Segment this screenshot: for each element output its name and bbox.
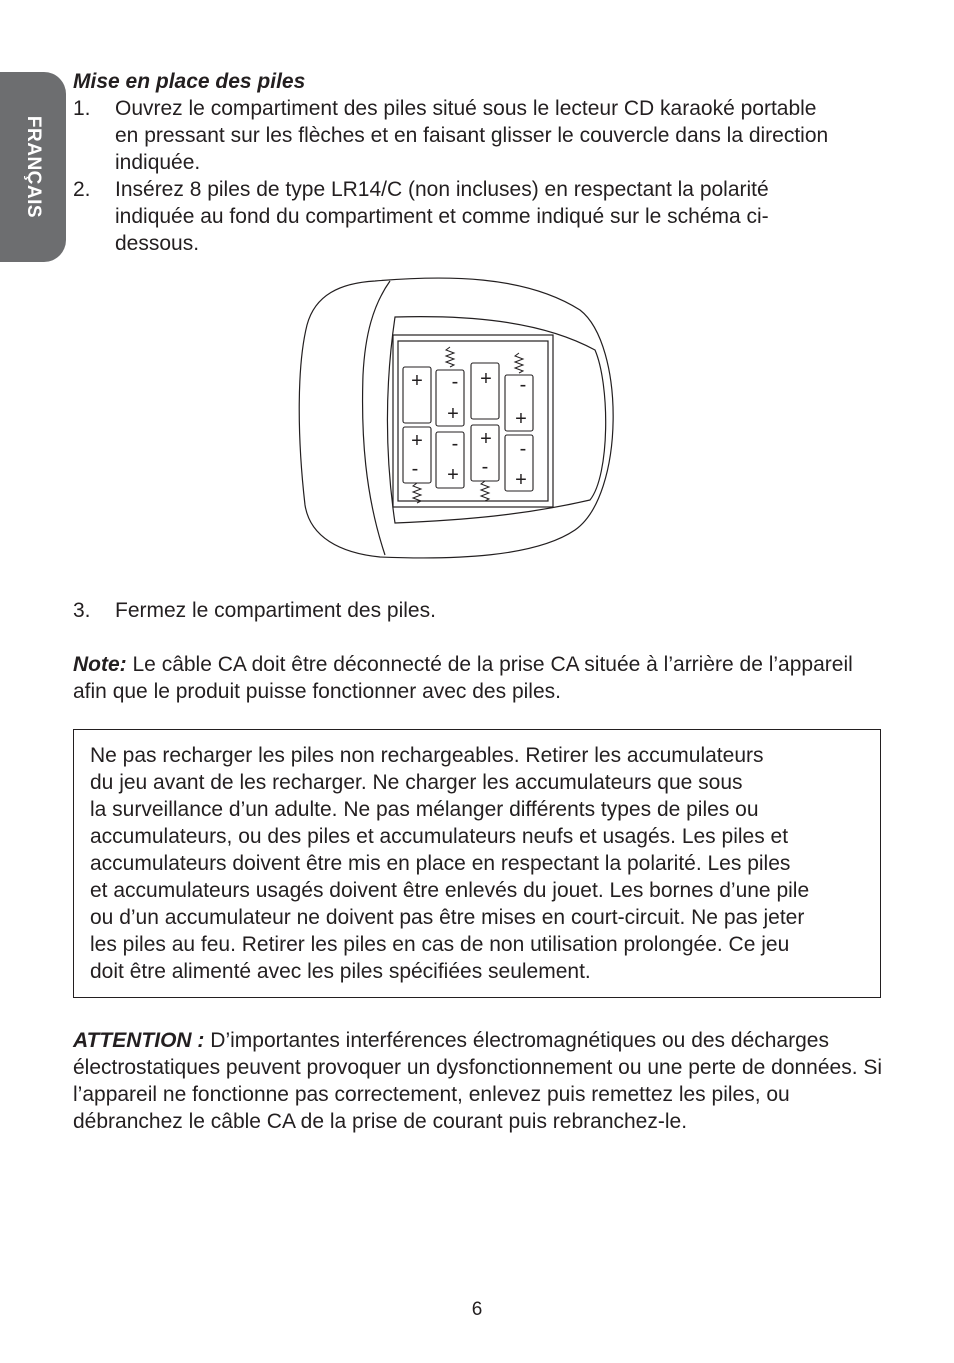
warning-line: et accumulateurs usagés doivent être enlevés du jouet. Les bornes d’une pile [90, 879, 810, 902]
step-3-text [115, 597, 895, 624]
language-label: FRANÇAIS [23, 115, 44, 219]
step-number: 2. [73, 178, 91, 201]
note-label: Note: [73, 653, 127, 676]
warning-line: accumulateurs doivent être mis en place en respectant la polarité. Les piles [90, 852, 791, 875]
step-2-text [115, 176, 895, 257]
polarity-label: - [411, 458, 419, 480]
page-number: 6 [471, 1299, 483, 1320]
attention-label: ATTENTION : [73, 1029, 205, 1052]
warning-line: Ne pas recharger les piles non rechargeables. Retirer les accumulateurs [90, 744, 764, 767]
polarity-label: + [447, 464, 459, 486]
section-title: Mise en place des piles [73, 70, 306, 93]
battery-compartment-diagram [295, 275, 625, 560]
warning-line: accumulateurs, ou des piles et accumulateurs neufs et usagés. Les piles et [90, 825, 789, 848]
polarity-label: - [451, 371, 459, 393]
polarity-label: + [515, 408, 527, 430]
warning-text [90, 742, 880, 985]
step-line: indiquée. [115, 151, 201, 174]
polarity-label: + [480, 368, 492, 390]
polarity-label: + [480, 428, 492, 450]
step-number: 3. [73, 599, 91, 622]
step-line: en pressant sur les flèches et en faisant glisser le couvercle dans la direction [115, 124, 829, 147]
note-text: Le câble CA doit être déconnecté de la prise CA située à l’arrière de l’appareil afin que le produit puisse fonctionner avec des piles. [73, 653, 853, 703]
note-paragraph [73, 651, 873, 705]
spring-icon [446, 347, 454, 367]
attention-paragraph [73, 1027, 885, 1135]
step-line: dessous. [115, 232, 200, 255]
attention-text: D’importantes interférences électromagnétiques ou des décharges électrostatiques peuvent provoquer un dysfonctionnement ou une perte de données. Si l’appareil ne fonctionne pas correctement, enlevez puis remettez les piles, ou débranchez le câble CA de la prise de courant puis rebranchez-le. [73, 1029, 883, 1133]
polarity-label: - [519, 438, 527, 460]
spring-icon [515, 353, 523, 373]
polarity-label: - [519, 374, 527, 396]
polarity-label: - [481, 456, 489, 478]
warning-line: les piles au feu. Retirer les piles en cas de non utilisation prolongée. Ce jeu [90, 933, 790, 956]
step-1-text [115, 95, 895, 176]
step-number: 1. [73, 97, 91, 120]
step-line: Insérez 8 piles de type LR14/C (non incluses) en respectant la polarité [115, 178, 769, 201]
warning-line: la surveillance d’un adulte. Ne pas mélanger différents types de piles ou [90, 798, 759, 821]
step-line: indiquée au fond du compartiment et comme indiqué sur le schéma ci- [115, 205, 769, 228]
polarity-label: - [451, 433, 459, 455]
warning-line: ou d’un accumulateur ne doivent pas être mises en court-circuit. Ne pas jeter [90, 906, 805, 929]
spring-icon [413, 483, 421, 503]
spring-icon [481, 481, 489, 501]
warning-line: doit être alimenté avec les piles spécifiées seulement. [90, 960, 591, 983]
step-line: Ouvrez le compartiment des piles situé sous le lecteur CD karaoké portable [115, 97, 817, 120]
polarity-label: + [411, 430, 423, 452]
polarity-label: + [447, 403, 459, 425]
language-tab [0, 72, 66, 262]
warning-line: du jeu avant de les recharger. Ne charger les accumulateurs que sous [90, 771, 743, 794]
step-line: Fermez le compartiment des piles. [115, 599, 436, 622]
polarity-label: + [515, 469, 527, 491]
warning-box [73, 729, 881, 998]
polarity-label: + [411, 370, 423, 392]
